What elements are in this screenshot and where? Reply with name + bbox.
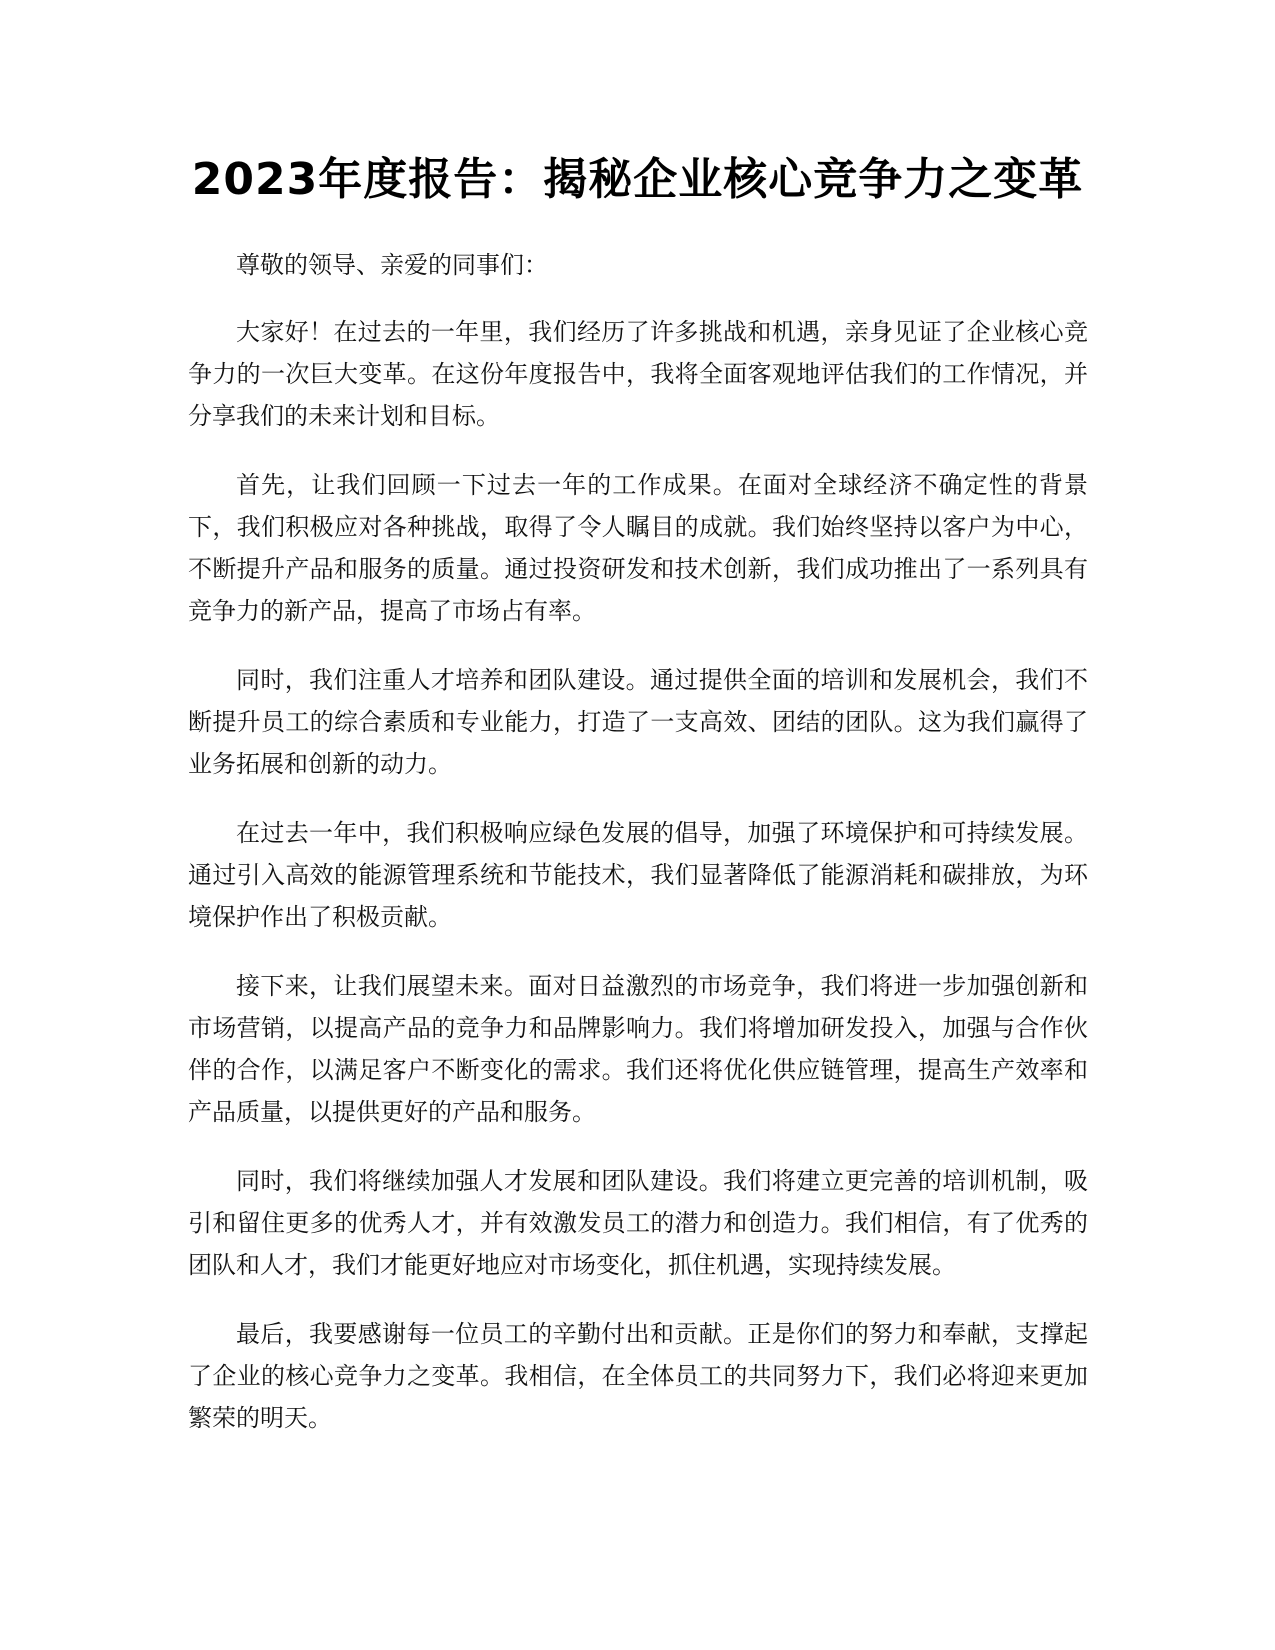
paragraph-green-development: 在过去一年中，我们积极响应绿色发展的倡导，加强了环境保护和可持续发展。通过引入高效的能源管理系统和节能技术，我们显著降低了能源消耗和碳排放，为环境保护作出了积极贡献。: [188, 819, 1088, 931]
paragraph-talent: 同时，我们注重人才培养和团队建设。通过提供全面的培训和发展机会，我们不断提升员工的综合素质和专业能力，打造了一支高效、团结的团队。这为我们赢得了业务拓展和创新的动力。: [188, 666, 1088, 778]
document-body: [188, 244, 1088, 1466]
paragraph-closing: 最后，我要感谢每一位员工的辛勤付出和贡献。正是你们的努力和奉献，支撑起了企业的核心竞争力之变革。我相信，在全体员工的共同努力下，我们必将迎来更加繁荣的明天。: [188, 1320, 1088, 1432]
paragraph-future-outlook: 接下来，让我们展望未来。面对日益激烈的市场竞争，我们将进一步加强创新和市场营销，以提高产品的竞争力和品牌影响力。我们将增加研发投入，加强与合作伙伴的合作，以满足客户不断变化的需求。我们还将优化供应链管理，提高生产效率和产品质量，以提供更好的产品和服务。: [188, 972, 1088, 1126]
salutation: 尊敬的领导、亲爱的同事们：: [236, 251, 548, 279]
paragraph-achievements: 首先，让我们回顾一下过去一年的工作成果。在面对全球经济不确定性的背景下，我们积极应对各种挑战，取得了令人瞩目的成就。我们始终坚持以客户为中心，不断提升产品和服务的质量。通过投资研发和技术创新，我们成功推出了一系列具有竞争力的新产品，提高了市场占有率。: [188, 471, 1088, 625]
paragraph-talent-future: 同时，我们将继续加强人才发展和团队建设。我们将建立更完善的培训机制，吸引和留住更多的优秀人才，并有效激发员工的潜力和创造力。我们相信，有了优秀的团队和人才，我们才能更好地应对市场变化，抓住机遇，实现持续发展。: [188, 1167, 1088, 1279]
document-title: 2023年度报告：揭秘企业核心竞争力之变革: [191, 154, 1084, 205]
paragraph-greeting: 大家好！在过去的一年里，我们经历了许多挑战和机遇，亲身见证了企业核心竞争力的一次巨大变革。在这份年度报告中，我将全面客观地评估我们的工作情况，并分享我们的未来计划和目标。: [188, 318, 1088, 430]
